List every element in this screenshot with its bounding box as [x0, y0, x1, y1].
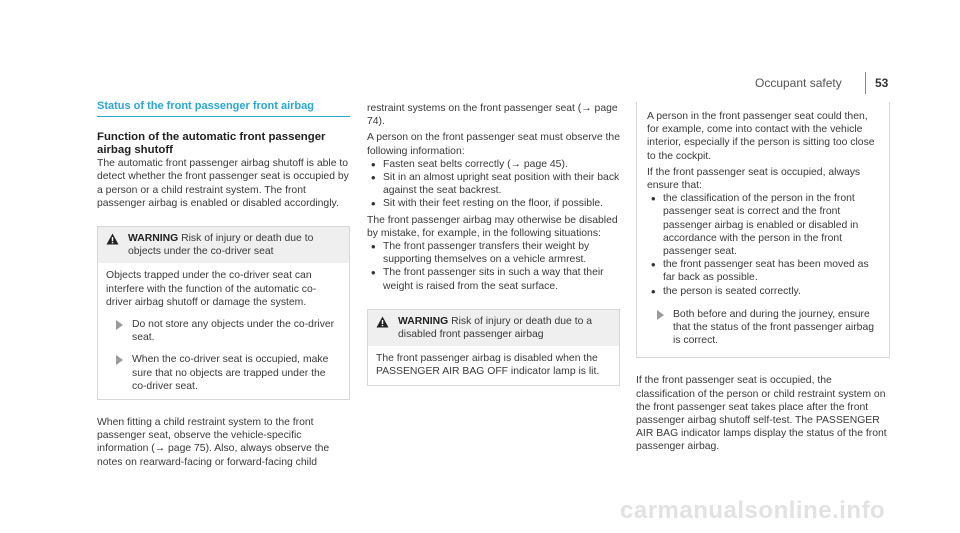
warning-text: Objects trapped under the co-driver seat can interfere with the function of the automatic co-driver airbag shutoff or damage the system. — [106, 270, 317, 308]
column-2 — [367, 102, 620, 386]
warning-box-airbag — [367, 309, 620, 386]
step-text: Do not store any objects under the co-driver seat. — [132, 319, 335, 344]
step-text: Both before and during the journey, ensure that the status of the front passenger airbag is correct. — [673, 308, 875, 347]
warning-word: WARNING — [128, 233, 179, 245]
paragraph: If the front passenger seat is occupied, always ensure that: — [647, 166, 861, 192]
step-arrow-icon — [116, 355, 123, 365]
list-item: • Sit in an almost upright seat position with their back against the seat backrest. — [367, 171, 620, 197]
instruction-step — [647, 308, 879, 348]
warning-header — [98, 227, 349, 263]
column-3 — [636, 102, 890, 454]
list-item: • Sit with their feet resting on the floor, if possible. — [367, 197, 620, 210]
list-item: • the classification of the person in the front passenger seat is correct and the front passenger airbag is enabled or disabled in accordance with the person in the front passenger seat. — [647, 192, 879, 258]
step-arrow-icon — [116, 320, 123, 330]
warning-body — [368, 346, 619, 384]
list-item: • the front passenger seat has been moved as far back as possible. — [647, 258, 879, 284]
list-item: • The front passenger sits in such a way that their weight is raised from the seat surface. — [367, 266, 620, 292]
page-number: 53 — [875, 76, 889, 90]
fitting-paragraph: When fitting a child restraint system to the front passenger seat, observe the vehicle-specific information (→ page 75). Also, always observe the notes on rearward-facing or forward-facing child — [97, 417, 330, 468]
paragraph: The front passenger airbag may otherwise be disabled by mistake, for example, in the following situations: — [367, 214, 618, 239]
column-1 — [97, 100, 350, 469]
section-title: Status of the front passenger front airbag — [97, 100, 350, 117]
bullet-list — [367, 240, 620, 293]
warning-heading-text: Risk of injury or death due to objects under the co-driver seat — [128, 233, 314, 258]
paragraph: A person on the front passenger seat must observe the following information: — [367, 132, 620, 157]
subsection-title: Function of the automatic front passenger airbag shutoff — [97, 131, 326, 157]
intro-paragraph: The automatic front passenger airbag shutoff is able to detect whether the front passenger seat is occupied by a person or a child restraint system. The front passenger airbag is enabled or disabled accordingly. — [97, 158, 349, 209]
warning-heading — [398, 315, 611, 341]
list-item: • the person is seated correctly. — [647, 285, 879, 298]
list-item: • The front passenger transfers their weight by supporting themselves on a vehicle armrest. — [367, 240, 620, 266]
warning-header — [368, 310, 619, 346]
step-arrow-icon — [657, 310, 664, 320]
paragraph: If the front passenger seat is occupied, the classification of the person or child restraint system on the front passenger seat takes place after the front passenger airbag shutoff self-test. The PASSENGER AIR BAG indicator lamps display the status of the front passenger airbag. — [636, 375, 887, 453]
instruction-step — [106, 318, 339, 344]
bullet-list — [367, 158, 620, 211]
bullet-list — [647, 192, 879, 298]
running-header-section: Occupant safety — [755, 76, 842, 90]
watermark: carmanualsonline.info — [620, 497, 886, 524]
warning-heading-text: Risk of injury or death due to a disabled front passenger airbag — [398, 315, 593, 341]
warning-box-objects — [97, 226, 350, 400]
warning-triangle-icon — [106, 232, 128, 258]
paragraph: A person in the front passenger seat could then, for example, come into contact with the vehicle interior, especially if the person is sitting too close to the cockpit. — [647, 111, 875, 162]
warning-text: The front passenger airbag is disabled when the PASSENGER AIR BAG OFF indicator lamp is lit. — [376, 353, 600, 378]
warning-triangle-icon — [376, 315, 398, 341]
warning-heading — [128, 232, 341, 258]
paragraph: restraint systems on the front passenger seat (→ page 74). — [367, 103, 618, 128]
list-item: • Fasten seat belts correctly (→ page 45). — [367, 158, 620, 171]
running-header-rule — [865, 72, 866, 94]
warning-word: WARNING — [398, 315, 449, 327]
instruction-step — [106, 353, 339, 393]
warning-continuation-box — [636, 102, 890, 358]
step-text: When the co-driver seat is occupied, make sure that no objects are trapped under the co-driver seat. — [132, 354, 329, 392]
warning-body — [98, 263, 349, 399]
